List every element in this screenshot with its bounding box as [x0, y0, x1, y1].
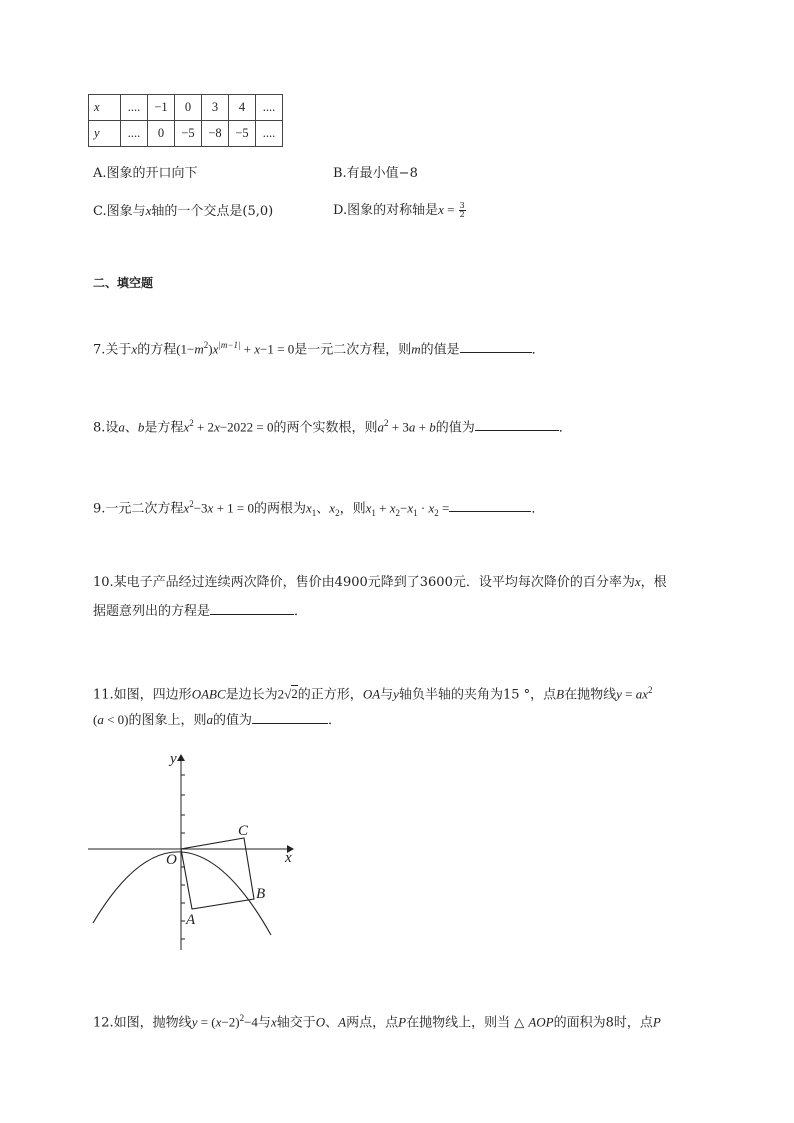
label-c: C	[238, 823, 249, 839]
math-text: =	[621, 686, 636, 702]
var: x	[183, 419, 190, 435]
table-cell: 3	[202, 95, 229, 121]
var: b	[429, 419, 436, 435]
q-text: ．	[328, 713, 342, 728]
subscript: 1	[311, 507, 317, 518]
math-text: =	[438, 500, 450, 516]
q-text: 10.某电子产品经过连续两次降价，售价由4900元降到了3600元．设平均每次降价的百分率为	[93, 575, 635, 590]
parabola-square-figure	[88, 745, 308, 955]
table-cell: −5	[175, 121, 202, 147]
var: x	[270, 1014, 277, 1030]
equals: =	[443, 202, 455, 217]
q-text: 9.一元二次方程	[93, 501, 184, 517]
q-text: 的值为	[435, 420, 475, 436]
label-y: y	[170, 751, 177, 767]
label-o: O	[166, 852, 177, 868]
q-text: 7.关于	[93, 342, 132, 358]
option-b: B.有最小值−8	[333, 166, 418, 181]
option-d	[333, 199, 466, 219]
var: a	[118, 419, 125, 435]
var: x	[145, 203, 152, 218]
var: P	[652, 1014, 661, 1030]
table-cell: ....	[121, 95, 148, 121]
math-text: (1−	[176, 341, 195, 357]
answer-blank	[210, 602, 294, 615]
label-a: A	[186, 912, 196, 928]
answer-blank	[449, 499, 531, 512]
table-cell: ....	[121, 121, 148, 147]
exponent: 2	[648, 685, 653, 695]
var: y	[393, 686, 399, 702]
q-text: 的正方形，	[297, 687, 363, 703]
q-text: ．	[558, 420, 572, 436]
var: x	[438, 202, 444, 217]
numerator: 3	[459, 201, 465, 210]
exponent: 2	[203, 340, 209, 350]
exponent: 2	[189, 499, 194, 509]
question-8	[93, 413, 572, 438]
q-text: 的值为	[213, 713, 253, 728]
var: a	[377, 419, 385, 435]
var: x	[428, 500, 435, 516]
math-text: + 3	[388, 419, 409, 435]
q-text: 的值是	[420, 342, 460, 358]
var: x	[131, 341, 138, 357]
subscript: 1	[413, 507, 418, 518]
q-text: ．	[531, 501, 545, 517]
q-text: 据题意列出的方程是	[93, 604, 211, 619]
q-text: 轴交于	[276, 1015, 316, 1031]
math-text: −	[400, 500, 408, 516]
table-cell: −8	[202, 121, 229, 147]
q-text: 8.设	[93, 420, 119, 436]
var: x	[214, 419, 220, 435]
q-text: 、	[316, 501, 330, 517]
question-9	[93, 494, 544, 523]
table-cell: 0	[148, 121, 175, 147]
var: A	[338, 1014, 347, 1030]
label-x: x	[285, 850, 292, 866]
answer-blank	[252, 711, 328, 724]
subscript: 2	[434, 507, 439, 518]
q-text: 的方程	[137, 342, 177, 358]
q-text: 12.如图，抛物线	[93, 1015, 192, 1031]
var: AOP	[528, 1014, 554, 1030]
q-text: 是边长为	[225, 687, 278, 703]
var: x	[183, 500, 190, 516]
section-title: 二、填空题	[93, 276, 154, 290]
question-11-line-2	[93, 710, 341, 731]
table-cell: −1	[148, 95, 175, 121]
q-text: 的两个实数根，则	[273, 420, 378, 436]
math-text: −1 = 0	[260, 341, 295, 357]
fraction	[459, 202, 466, 219]
q-text: 与	[380, 687, 394, 703]
q-text: 、	[325, 1015, 339, 1031]
exponent: 2	[189, 418, 194, 428]
option-a: A.图象的开口向下	[93, 166, 198, 181]
subscript: 2	[395, 507, 400, 518]
table-header-cell: y	[89, 121, 121, 147]
var: x	[389, 500, 396, 516]
q-text: 11.如图，四边形	[93, 687, 192, 703]
option-c-text: C.图象与	[93, 204, 146, 219]
exponent: 2	[239, 1013, 245, 1023]
math-text: −2022 = 0	[219, 419, 274, 435]
q-text: 是一元二次方程，则	[294, 342, 412, 358]
var: x	[365, 500, 372, 516]
question-11-line-1	[93, 680, 653, 705]
table-cell: 4	[229, 95, 256, 121]
var: a	[97, 712, 104, 727]
math-text: 2	[277, 686, 285, 702]
table-cell: 0	[175, 95, 202, 121]
math-text: = (	[197, 1014, 216, 1030]
answer-blank	[475, 418, 559, 431]
denominator: 2	[459, 210, 465, 219]
table-cell: ....	[256, 95, 283, 121]
math-text: (	[93, 712, 98, 727]
math-text: +	[375, 500, 390, 516]
math-text: −2)	[221, 1014, 240, 1030]
math-text: )	[208, 341, 213, 357]
var: x	[254, 341, 261, 357]
value-table	[88, 94, 283, 147]
q-text: < 0)的图象上，则	[103, 712, 207, 727]
q-text: 在抛物线	[564, 687, 617, 703]
var: y	[191, 1014, 198, 1030]
var: y	[616, 686, 622, 702]
option-d-text: D.图象的对称轴是	[333, 203, 439, 218]
var: OA	[362, 686, 381, 702]
q-text: ．	[294, 604, 308, 619]
option-c-text: 轴的一个交点是(5,0)	[151, 204, 274, 219]
var: x	[634, 574, 641, 589]
q-text: 的面积为8时，点	[553, 1015, 653, 1031]
var: a	[635, 686, 643, 702]
table-cell: ....	[256, 121, 283, 147]
math-text: −3	[193, 500, 208, 516]
q-text: 的两根为	[253, 501, 306, 517]
exponent: 2	[384, 418, 389, 428]
math-text: −4与	[244, 1014, 271, 1030]
var: B	[556, 686, 565, 702]
table-cell: −5	[229, 121, 256, 147]
subscript: 2	[335, 507, 340, 518]
question-10-line-2	[93, 602, 307, 622]
q-text: 两点，点	[346, 1015, 399, 1031]
q-text: ，则	[339, 501, 366, 517]
var: x	[407, 500, 414, 516]
question-10-line-1	[93, 572, 667, 593]
var: x	[306, 500, 312, 516]
var: x	[215, 1014, 222, 1030]
var: b	[137, 419, 145, 435]
var: m	[194, 341, 204, 357]
q-text: 在抛物线上，则当 △	[406, 1015, 529, 1031]
option-c	[93, 200, 273, 219]
table-row	[89, 121, 283, 147]
answer-blank	[460, 340, 532, 353]
parabola-curve	[93, 852, 271, 935]
math-text: +	[240, 341, 255, 357]
var: a	[408, 419, 416, 435]
var: a	[206, 712, 214, 727]
table-header-cell: x	[89, 95, 121, 121]
q-text: ，根	[640, 575, 667, 590]
subscript: 1	[371, 507, 376, 518]
sqrt-sign: √	[284, 686, 292, 702]
math-text: +	[415, 419, 430, 435]
var: x	[329, 500, 336, 516]
var: x	[212, 341, 219, 357]
q-text: 轴负半轴的夹角为15 °，点	[398, 687, 557, 703]
q-text: 是方程	[144, 420, 184, 436]
var: OABC	[191, 686, 226, 702]
exponent: |m−1|	[218, 340, 241, 350]
var: O	[315, 1014, 326, 1030]
question-7	[93, 335, 545, 360]
math-text: + 2	[193, 419, 215, 435]
var: x	[642, 686, 649, 702]
math-text: ·	[417, 500, 429, 516]
label-b: B	[256, 886, 266, 902]
var: x	[207, 500, 214, 516]
math-text: + 1 = 0	[213, 500, 254, 516]
table-row	[89, 95, 283, 121]
var: P	[398, 1014, 407, 1030]
q-text: 、	[124, 420, 138, 436]
q-text: ．	[531, 342, 545, 358]
radicand: 2	[291, 686, 298, 702]
var: m	[411, 341, 421, 357]
question-12	[93, 1008, 661, 1033]
